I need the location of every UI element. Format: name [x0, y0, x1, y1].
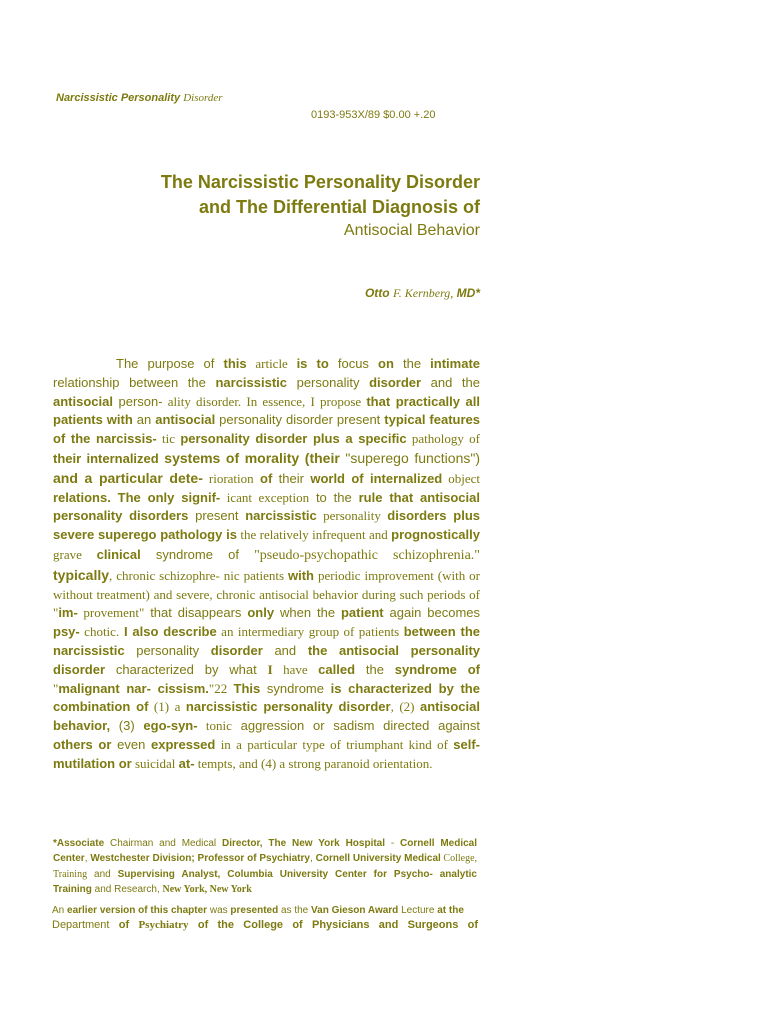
- lecture-note: [52, 903, 478, 933]
- author-byline: Otto F. Kernberg, MD*: [364, 286, 480, 300]
- lecture-note-line-2: Department of Psychiatry of the College of Physicians and Surgeons of: [52, 919, 479, 931]
- author-footnote: *Associate Chairman and Medical Director, The New York Hospital - Cornell Medical Center, Westchester Division; Professor of Psychiatry, Cornell University Medical College, Training and Supervising Analyst, Columbia University Center for Psycho- analytic Training and Research, New York, New York: [53, 838, 478, 895]
- running-head: Narcissistic Personality Disorder: [56, 92, 223, 104]
- lecture-note-line-1: An earlier version of this chapter was presented as the Van Gieson Award Lecture at the: [52, 905, 464, 916]
- body-paragraph: The purpose of this article is to focus on the intimate relationship between the narcissistic personality disorder and the antisocial person- ality disorder. In essence, I propose that practically all patients with an antisocial personality disorder present typical features of the narcissis- tic personality disorder plus a specific pathology of their internalized systems of morality (their "superego functions") and a particular dete- rioration of their world of internalized object relations. The only signif- icant exception to the rule that antisocial personality disorders present narcissistic personality disorders plus severe superego pathology is the relatively infrequent and prognostically grave clinical syndrome of "pseudo-psychopathic schizophrenia." typically, chronic schizophre- nic patients with periodic improvement (with or without treatment) and severe, chronic antisocial behavior during such periods of "im- provement" that disappears only when the patient again becomes psy- chotic. I also describe an intermediary group of patients between the narcissistic personality disorder and the antisocial personality disorder characterized by what I have called the syndrome of "malignant nar- cissism."22 This syndrome is characterized by the combination of (1) a narcissistic personality disorder, (2) antisocial behavior, (3) ego-syn- tonic aggression or sadism directed against others or even expressed in a particular type of triumphant kind of self-mutilation or suicidal at- tempts, and (4) a strong paranoid orientation.: [53, 356, 481, 771]
- title-line-1: The Narcissistic Personality Disorder: [160, 172, 480, 192]
- title-line-2: and The Differential Diagnosis of: [198, 197, 480, 217]
- title-line-3: Antisocial Behavior: [343, 222, 480, 239]
- article-title: [161, 170, 480, 242]
- article-code: 0193-953X/89 $0.00 +.20: [311, 109, 436, 121]
